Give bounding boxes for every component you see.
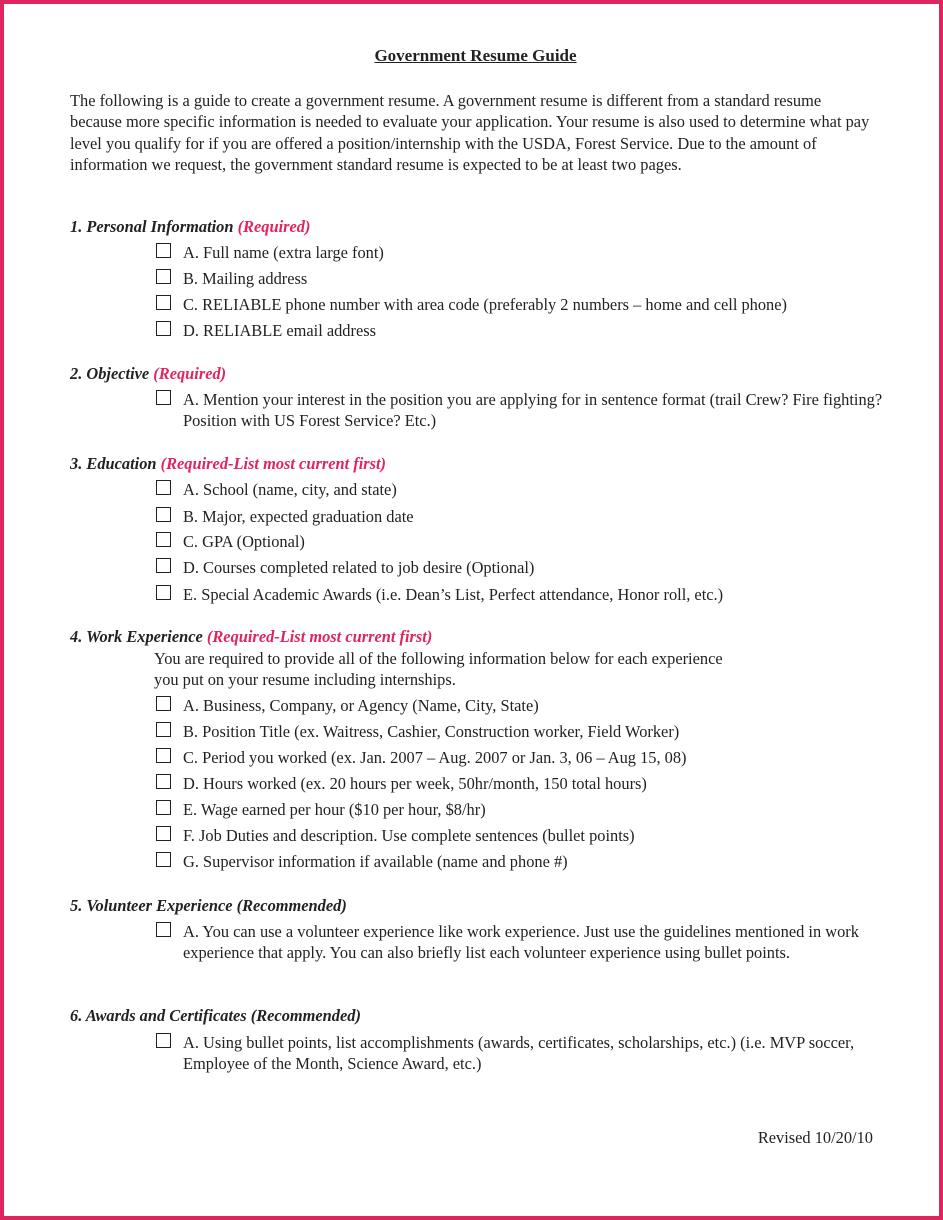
checkbox[interactable] [156, 748, 171, 763]
checkbox[interactable] [156, 480, 171, 495]
checklist-item [156, 584, 886, 605]
checklist-item [156, 557, 886, 578]
checklist-item-text: B. Major, expected graduation date [183, 507, 414, 526]
checklist-item-text: C. GPA (Optional) [183, 532, 305, 551]
checkbox[interactable] [156, 269, 171, 284]
section-heading-objective: 2. Objective (Required) [70, 364, 227, 383]
document-title: Government Resume Guide [374, 46, 577, 65]
revision-date: Revised 10/20/10 [757, 1128, 873, 1147]
checklist-item [156, 389, 886, 432]
checklist-item-text: D. RELIABLE email address [183, 321, 376, 340]
checkbox[interactable] [156, 532, 171, 547]
required-tag: (Required) [153, 364, 227, 383]
checklist-item [156, 531, 886, 552]
checklist-item-text: C. RELIABLE phone number with area code (preferably 2 numbers – home and cell phone) [183, 295, 787, 314]
checklist-item [156, 921, 886, 964]
required-tag: (Required) [237, 217, 311, 236]
checklist-item [156, 747, 886, 768]
checklist-item-text: G. Supervisor information if available (name and phone #) [183, 852, 568, 871]
checklist-item-text: A. Using bullet points, list accomplishments (awards, certificates, scholarships, etc.) (i.e. MVP soccer, Employee of the Month, Science Award, etc.) [183, 1033, 855, 1074]
checkbox[interactable] [156, 1033, 171, 1048]
checkbox[interactable] [156, 507, 171, 522]
checklist-item-text: B. Mailing address [183, 269, 308, 288]
checklist-item-text: D. Courses completed related to job desire (Optional) [183, 558, 535, 577]
checklist-item [156, 479, 886, 500]
required-tag: (Required-List most current first) [206, 627, 433, 646]
checkbox[interactable] [156, 800, 171, 815]
checklist-item-text: A. Mention your interest in the position you are applying for in sentence format (trail Crew? Fire fighting? Position with US Forest Service? Etc.) [183, 390, 883, 431]
section-heading-awards-certificates: 6. Awards and Certificates (Recommended) [70, 1006, 361, 1025]
checklist-item [156, 1032, 886, 1075]
checklist-item [156, 825, 886, 846]
checklist-item-text: A. Full name (extra large font) [183, 243, 384, 262]
checklist-item [156, 851, 886, 872]
work-experience-note: You are required to provide all of the following information below for each experience you put on your resume including internships. [154, 649, 723, 690]
checklist-item-text: A. Business, Company, or Agency (Name, City, State) [183, 696, 539, 715]
checkbox[interactable] [156, 585, 171, 600]
section-heading-education: 3. Education (Required-List most current first) [70, 454, 387, 473]
section-heading-work-experience: 4. Work Experience (Required-List most current first) [70, 627, 433, 646]
checklist-item [156, 721, 886, 742]
checkbox[interactable] [156, 295, 171, 310]
checklist-item [156, 320, 886, 341]
checkbox[interactable] [156, 243, 171, 258]
checklist-item-text: A. School (name, city, and state) [183, 480, 397, 499]
intro-paragraph: The following is a guide to create a government resume. A government resume is different from a standard resume because more specific information is needed to evaluate your application. Your resume is also used to determine what pay level you qualify for if you are offered a position/internship with the USDA, Forest Service. Due to the amount of information we request, the government standard resume is expected to be at least two pages. [70, 91, 870, 174]
checklist-item [156, 294, 886, 315]
checklist-item [156, 268, 886, 289]
checklist-item [156, 773, 886, 794]
checkbox[interactable] [156, 922, 171, 937]
checkbox[interactable] [156, 558, 171, 573]
checkbox[interactable] [156, 774, 171, 789]
checkbox[interactable] [156, 696, 171, 711]
checkbox[interactable] [156, 852, 171, 867]
checkbox[interactable] [156, 321, 171, 336]
checklist-item-text: E. Wage earned per hour ($10 per hour, $8/hr) [183, 800, 486, 819]
checklist-item-text: C. Period you worked (ex. Jan. 2007 – Aug. 2007 or Jan. 3, 06 – Aug 15, 08) [183, 748, 687, 767]
section-heading-volunteer-experience: 5. Volunteer Experience (Recommended) [70, 896, 347, 915]
checkbox[interactable] [156, 826, 171, 841]
checklist-item-text: E. Special Academic Awards (i.e. Dean’s List, Perfect attendance, Honor roll, etc.) [183, 585, 724, 604]
checklist-item [156, 506, 886, 527]
checklist-item-text: A. You can use a volunteer experience like work experience. Just use the guidelines mentioned in work experience that apply. You can also briefly list each volunteer experience using bullet points. [183, 922, 859, 963]
checkbox[interactable] [156, 722, 171, 737]
section-heading-personal-information: 1. Personal Information (Required) [70, 217, 311, 236]
checklist-item-text: D. Hours worked (ex. 20 hours per week, 50hr/month, 150 total hours) [183, 774, 647, 793]
checklist-item [156, 799, 886, 820]
checklist-item [156, 695, 886, 716]
checkbox[interactable] [156, 390, 171, 405]
checklist-item-text: B. Position Title (ex. Waitress, Cashier, Construction worker, Field Worker) [183, 722, 680, 741]
checklist-item-text: F. Job Duties and description. Use complete sentences (bullet points) [183, 826, 635, 845]
required-tag: (Required-List most current first) [160, 454, 387, 473]
checklist-item [156, 242, 886, 263]
